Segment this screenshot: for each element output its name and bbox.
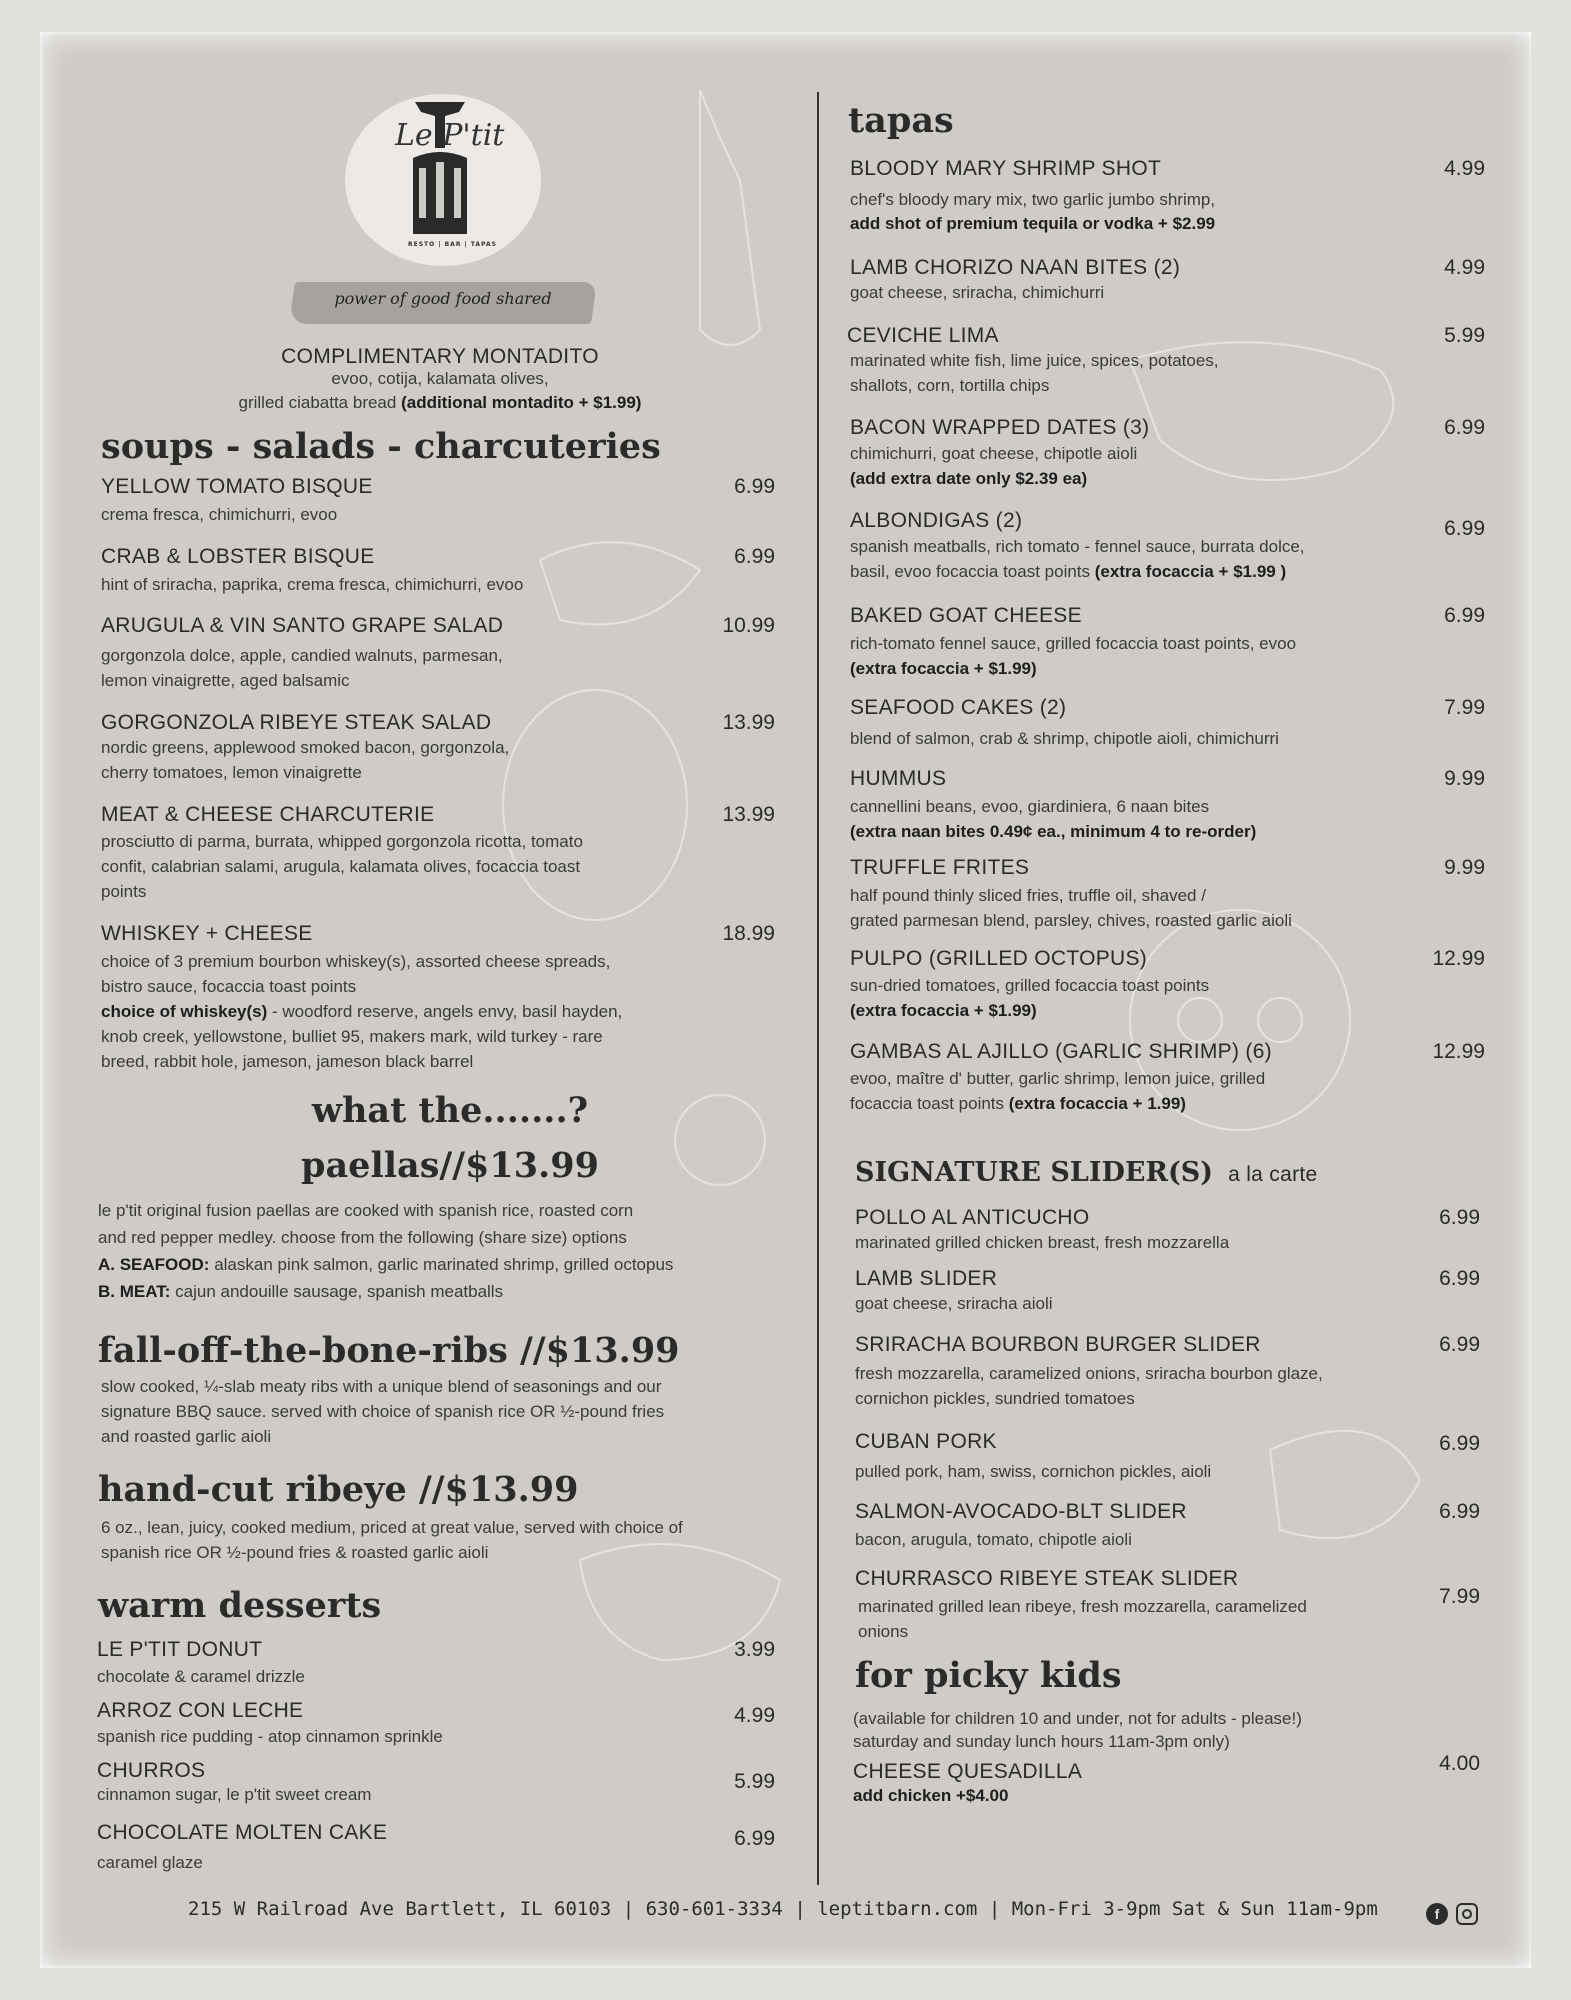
item-price: 12.99 [1432, 947, 1485, 970]
item-title: ARROZ CON LECHE [97, 1699, 304, 1722]
footer-phone[interactable]: 630-601-3334 [645, 1898, 783, 1920]
item-price: 10.99 [722, 614, 775, 637]
item-price: 6.99 [1439, 1432, 1480, 1455]
montadito-title: COMPLIMENTARY MONTADITO [281, 345, 599, 368]
item-price: 6.99 [1439, 1333, 1480, 1356]
section-what-the: what the.......? [311, 1090, 589, 1131]
item-title: BLOODY MARY SHRIMP SHOT [850, 157, 1162, 180]
item-desc: prosciutto di parma, burrata, whipped gorgonzola ricotta, tomato confit, calabrian salami, arugula, kalamata olives, focaccia toast points [101, 832, 583, 901]
item-title: ARUGULA & VIN SANTO GRAPE SALAD [101, 614, 504, 637]
item-desc: chocolate & caramel drizzle [97, 1667, 305, 1686]
item-desc: bacon, arugula, tomato, chipotle aioli [855, 1530, 1132, 1549]
item-desc: cannellini beans, evoo, giardiniera, 6 naan bites (extra naan bites 0.49¢ ea., minimum 4 to re-order) [850, 797, 1257, 841]
item-title: POLLO AL ANTICUCHO [855, 1206, 1090, 1229]
footer-hours: Mon-Fri 3-9pm Sat & Sun 11am-9pm [1011, 1898, 1378, 1920]
item-desc: sun-dried tomatoes, grilled focaccia toast points (extra focaccia + $1.99) [850, 976, 1210, 1020]
item-title: YELLOW TOMATO BISQUE [101, 475, 373, 498]
footer-address: 215 W Railroad Ave Bartlett, IL 60103 [188, 1898, 612, 1920]
item-desc: add chicken +$4.00 [853, 1786, 1009, 1805]
item-title: CEVICHE LIMA [847, 324, 999, 347]
ribeye-desc: 6 oz., lean, juicy, cooked medium, priced at great value, served with choice of spanish rice OR ½-pound fries & roasted garlic aioli [101, 1518, 683, 1562]
tagline: power of good food shared [334, 289, 552, 308]
item-price: 4.99 [734, 1704, 775, 1727]
item-price: 6.99 [1444, 604, 1485, 627]
item-desc: spanish rice pudding - atop cinnamon sprinkle [97, 1727, 443, 1746]
paellas-desc: le p'tit original fusion paellas are cooked with spanish rice, roasted corn and red pepper medley. choose from the following (share size) options A. SEAFOOD: alaskan pink salmon, garlic marinated shrimp, grilled octopus B. MEAT: cajun andouille sausage, spanish meatballs [98, 1201, 674, 1301]
item-title: CHOCOLATE MOLTEN CAKE [97, 1821, 388, 1844]
item-price: 12.99 [1432, 1040, 1485, 1063]
item-title: ALBONDIGAS (2) [850, 509, 1023, 532]
item-desc: chef's bloody mary mix, two garlic jumbo shrimp, add shot of premium tequila or vodka + $2.99 [850, 190, 1216, 233]
logo-subtitle: RESTO | BAR | TAPAS [408, 241, 497, 248]
logo-wordmark: Le P'tit [395, 118, 505, 153]
item-desc: choice of 3 premium bourbon whiskey(s), assorted cheese spreads, bistro sauce, focaccia toast points choice of whiskey(s) - woodford reserve, angels envy, basil hayden, knob creek, yellowstone, bulliet 95, makers mark, wild turkey - rare breed, rabbit hole, jameson, jameson black barrel [101, 952, 623, 1071]
item-price: 6.99 [734, 1827, 775, 1850]
item-desc: half pound thinly sliced fries, truffle oil, shaved / grated parmesan blend, parsley, chives, roasted garlic aioli [850, 886, 1292, 930]
ribs-desc: slow cooked, ¼-slab meaty ribs with a unique blend of seasonings and our signature BBQ sauce. served with choice of spanish rice OR ½-pound fries and roasted garlic aioli [101, 1377, 665, 1446]
item-desc: cinnamon sugar, le p'tit sweet cream [97, 1785, 372, 1804]
footer-contact: 215 W Railroad Ave Bartlett, IL 60103 | 630-601-3334 | leptitbarn.com | Mon-Fri 3-9pm Sat & Sun 11am-9pm [188, 1898, 1378, 1920]
item-price: 6.99 [1444, 517, 1485, 540]
item-title: CHURROS [97, 1759, 206, 1782]
item-price: 5.99 [1444, 324, 1485, 347]
item-price: 7.99 [1439, 1585, 1480, 1608]
item-price: 13.99 [722, 711, 775, 734]
kids-note: (available for children 10 and under, not for adults - please!) saturday and sunday lunch hours 11am-3pm only) [853, 1709, 1302, 1751]
item-title: SEAFOOD CAKES (2) [850, 696, 1067, 719]
item-desc: crema fresca, chimichurri, evoo [101, 505, 338, 524]
item-price: 6.99 [1444, 416, 1485, 439]
item-title: CHURRASCO RIBEYE STEAK SLIDER [855, 1567, 1239, 1590]
section-warm-desserts: warm desserts [98, 1585, 382, 1626]
item-desc: fresh mozzarella, caramelized onions, sriracha bourbon glaze, cornichon pickles, sundried tomatoes [855, 1364, 1323, 1408]
item-price: 7.99 [1444, 696, 1485, 719]
item-desc: spanish meatballs, rich tomato - fennel sauce, burrata dolce, basil, evoo focaccia toast points (extra focaccia + $1.99 ) [850, 537, 1305, 581]
section-soups-salads: soups - salads - charcuteries [101, 426, 661, 467]
item-desc: marinated grilled lean ribeye, fresh mozzarella, caramelized onions [858, 1597, 1307, 1641]
item-title: TRUFFLE FRITES [850, 856, 1030, 879]
item-desc: goat cheese, sriracha, chimichurri [850, 283, 1105, 302]
section-paellas: paellas//$13.99 [301, 1145, 599, 1186]
item-title: MEAT & CHEESE CHARCUTERIE [101, 803, 435, 826]
item-title: BAKED GOAT CHEESE [850, 604, 1082, 627]
item-desc: pulled pork, ham, swiss, cornichon pickles, aioli [855, 1462, 1212, 1481]
item-price: 4.00 [1439, 1752, 1480, 1775]
item-price: 9.99 [1444, 767, 1485, 790]
section-ribeye: hand-cut ribeye //$13.99 [98, 1469, 579, 1510]
item-title: CHEESE QUESADILLA [853, 1760, 1083, 1783]
item-title: LAMB CHORIZO NAAN BITES (2) [850, 256, 1181, 279]
item-price: 3.99 [734, 1638, 775, 1661]
item-desc: nordic greens, applewood smoked bacon, gorgonzola, cherry tomatoes, lemon vinaigrette [101, 738, 510, 782]
item-desc: blend of salmon, crab & shrimp, chipotle aioli, chimichurri [850, 729, 1279, 748]
item-desc: caramel glaze [97, 1853, 203, 1872]
item-price: 6.99 [1439, 1206, 1480, 1229]
item-price: 5.99 [734, 1770, 775, 1793]
item-title: WHISKEY + CHEESE [101, 922, 313, 945]
item-price: 6.99 [1439, 1267, 1480, 1290]
item-title: PULPO (GRILLED OCTOPUS) [850, 947, 1148, 970]
item-price: 6.99 [1439, 1500, 1480, 1523]
item-price: 6.99 [734, 545, 775, 568]
item-price: 4.99 [1444, 256, 1485, 279]
item-price: 18.99 [722, 922, 775, 945]
item-title: GAMBAS AL AJILLO (GARLIC SHRIMP) (6) [850, 1040, 1272, 1063]
item-title: HUMMUS [850, 767, 947, 790]
item-desc: evoo, maître d' butter, garlic shrimp, lemon juice, grilled focaccia toast points (extra focaccia + 1.99) [850, 1069, 1266, 1113]
section-picky-kids: for picky kids [855, 1655, 1122, 1696]
instagram-icon[interactable] [1456, 1903, 1478, 1925]
column-divider [817, 92, 819, 1885]
item-title: CRAB & LOBSTER BISQUE [101, 545, 375, 568]
item-desc: marinated white fish, lime juice, spices, potatoes, shallots, corn, tortilla chips [850, 351, 1219, 395]
section-tapas: tapas [848, 100, 954, 141]
item-price: 13.99 [722, 803, 775, 826]
facebook-icon[interactable]: f [1426, 1903, 1448, 1925]
footer-website-link[interactable]: leptitbarn.com [817, 1898, 978, 1920]
item-desc: rich-tomato fennel sauce, grilled focaccia toast points, evoo (extra focaccia + $1.99) [850, 634, 1297, 678]
item-desc: hint of sriracha, paprika, crema fresca, chimichurri, evoo [101, 575, 524, 594]
item-title: SRIRACHA BOURBON BURGER SLIDER [855, 1333, 1261, 1356]
item-title: GORGONZOLA RIBEYE STEAK SALAD [101, 711, 492, 734]
item-price: 6.99 [734, 475, 775, 498]
section-signature-sliders: SIGNATURE SLIDER(S) a la carte [855, 1157, 1318, 1188]
item-title: BACON WRAPPED DATES (3) [850, 416, 1150, 439]
item-title: CUBAN PORK [855, 1430, 997, 1453]
item-price: 9.99 [1444, 856, 1485, 879]
section-ribs: fall-off-the-bone-ribs //$13.99 [98, 1330, 680, 1371]
item-desc: marinated grilled chicken breast, fresh mozzarella [855, 1233, 1230, 1252]
item-desc: goat cheese, sriracha aioli [855, 1294, 1053, 1313]
montadito-desc: evoo, cotija, kalamata olives, grilled ciabatta bread (additional montadito + $1.99) [238, 369, 642, 412]
item-price: 4.99 [1444, 157, 1485, 180]
item-title: LE P'TIT DONUT [97, 1638, 263, 1661]
item-desc: gorgonzola dolce, apple, candied walnuts, parmesan, lemon vinaigrette, aged balsamic [101, 646, 503, 690]
item-title: LAMB SLIDER [855, 1267, 998, 1290]
item-title: SALMON-AVOCADO-BLT SLIDER [855, 1500, 1187, 1523]
item-desc: chimichurri, goat cheese, chipotle aioli (add extra date only $2.39 ea) [850, 444, 1138, 488]
